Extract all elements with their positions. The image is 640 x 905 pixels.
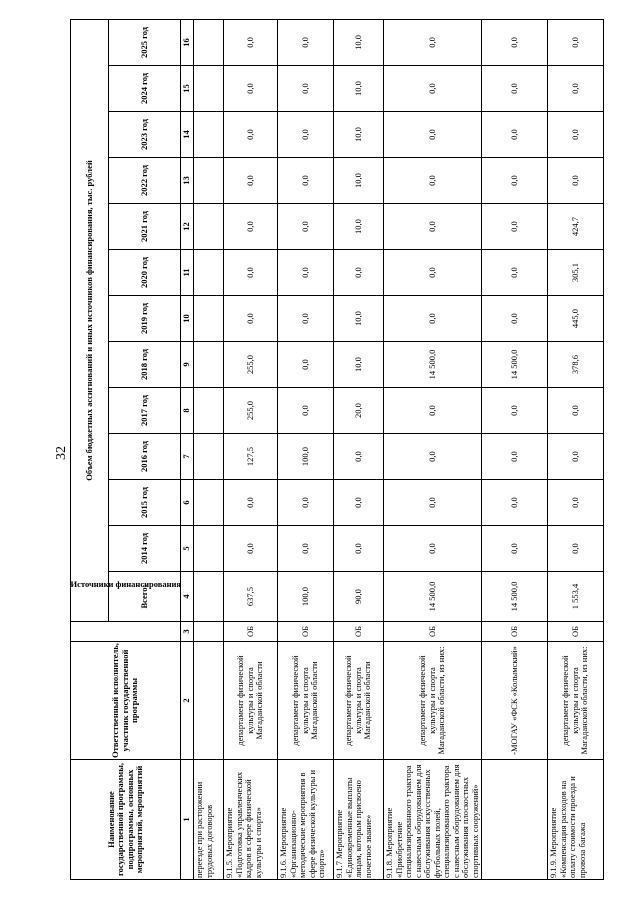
row-value-cell bbox=[194, 342, 224, 388]
row-source-cell: ОБ bbox=[224, 622, 278, 642]
row-name-cell: 9.1.8. Мероприятие «Приобретение специализированного трактора с навесным оборудованием для обслуживания искусственных футбольных полей, специализированного трактора с навесным оборудованием для обслуживания плоскостных спортивных сооружений» bbox=[384, 760, 482, 880]
row-value-cell bbox=[194, 19, 224, 65]
table-row bbox=[194, 19, 224, 879]
row-name-cell bbox=[482, 760, 548, 880]
row-value-cell: 0,0 bbox=[384, 158, 482, 204]
row-value-cell: 0,0 bbox=[384, 204, 482, 250]
row-value-cell: 0,0 bbox=[278, 296, 334, 342]
header-col2: Ответственный исполнитель, участник государственной программы bbox=[71, 642, 181, 760]
row-value-cell: 0,0 bbox=[278, 204, 334, 250]
row-value-cell: 0,0 bbox=[278, 388, 334, 434]
col-number: 16 bbox=[181, 19, 194, 65]
row-value-cell bbox=[194, 112, 224, 158]
row-value-cell: 0,0 bbox=[482, 296, 548, 342]
row-value-cell: 0,0 bbox=[482, 480, 548, 526]
row-value-cell: 445,0 bbox=[548, 296, 604, 342]
row-value-cell: 0,0 bbox=[224, 66, 278, 112]
row-value-cell: 10,0 bbox=[334, 112, 384, 158]
row-source-cell: ОБ bbox=[548, 622, 604, 642]
row-value-cell: 0,0 bbox=[548, 388, 604, 434]
header-total: Всего: bbox=[109, 572, 181, 622]
row-value-cell: 0,0 bbox=[224, 480, 278, 526]
col-number: 14 bbox=[181, 112, 194, 158]
row-value-cell: 0,0 bbox=[384, 112, 482, 158]
header-year: 2020 год bbox=[109, 250, 181, 296]
row-value-cell: 10,0 bbox=[334, 158, 384, 204]
header-year: 2018 год bbox=[109, 342, 181, 388]
row-value-cell: 0,0 bbox=[334, 250, 384, 296]
row-value-cell bbox=[194, 434, 224, 480]
row-value-cell bbox=[194, 572, 224, 622]
row-value-cell: 0,0 bbox=[384, 388, 482, 434]
row-value-cell bbox=[194, 526, 224, 572]
row-value-cell: 0,0 bbox=[278, 112, 334, 158]
row-value-cell: 0,0 bbox=[224, 204, 278, 250]
row-value-cell: 424,7 bbox=[548, 204, 604, 250]
row-value-cell: 127,5 bbox=[224, 434, 278, 480]
header-year: 2019 год bbox=[109, 296, 181, 342]
row-value-cell: 0,0 bbox=[278, 526, 334, 572]
row-value-cell: 0,0 bbox=[384, 480, 482, 526]
col-number: 13 bbox=[181, 158, 194, 204]
col-number: 11 bbox=[181, 250, 194, 296]
row-value-cell: 10,0 bbox=[334, 204, 384, 250]
col-number: 1 bbox=[181, 760, 194, 880]
table-row bbox=[278, 19, 334, 879]
row-executor-cell: департамент физической культуры и спорта Магаданской области bbox=[334, 642, 384, 760]
row-value-cell bbox=[194, 204, 224, 250]
row-value-cell: 255,0 bbox=[224, 342, 278, 388]
col-number: 4 bbox=[181, 572, 194, 622]
col-number: 15 bbox=[181, 66, 194, 112]
row-source-cell: ОБ bbox=[384, 622, 482, 642]
header-year: 2025 год bbox=[109, 19, 181, 65]
row-value-cell: 0,0 bbox=[384, 296, 482, 342]
row-value-cell: 0,0 bbox=[224, 526, 278, 572]
row-value-cell bbox=[194, 66, 224, 112]
row-value-cell: 0,0 bbox=[482, 388, 548, 434]
row-value-cell: 0,0 bbox=[482, 526, 548, 572]
row-value-cell: 0,0 bbox=[384, 19, 482, 65]
row-value-cell: 0,0 bbox=[548, 434, 604, 480]
page-number: 32 bbox=[54, 446, 69, 460]
row-value-cell: 0,0 bbox=[548, 112, 604, 158]
row-value-cell: 90,0 bbox=[334, 572, 384, 622]
row-value-cell: 0,0 bbox=[548, 19, 604, 65]
row-value-cell: 0,0 bbox=[384, 66, 482, 112]
table-stage bbox=[70, 20, 615, 880]
row-value-cell: 0,0 bbox=[224, 19, 278, 65]
col-number: 2 bbox=[181, 642, 194, 760]
col-number: 5 bbox=[181, 526, 194, 572]
col-number: 3 bbox=[181, 622, 194, 642]
row-value-cell: 14 500,0 bbox=[384, 572, 482, 622]
row-value-cell: 0,0 bbox=[482, 434, 548, 480]
row-name-cell: 9.1.6. Мероприятие «Организационно-методические мероприятия в сфере физической культуры и спорта» bbox=[278, 760, 334, 880]
row-value-cell: 255,0 bbox=[224, 388, 278, 434]
table-row bbox=[482, 19, 548, 879]
row-value-cell: 100,0 bbox=[278, 434, 334, 480]
row-value-cell: 0,0 bbox=[224, 112, 278, 158]
row-name-cell: 9.1.5. Мероприятие «Подготовка управленческих кадров в сфере физической культуры и спорта» bbox=[224, 760, 278, 880]
row-value-cell: 10,0 bbox=[334, 296, 384, 342]
header-year: 2016 год bbox=[109, 434, 181, 480]
row-value-cell: 0,0 bbox=[224, 250, 278, 296]
row-value-cell: 0,0 bbox=[278, 250, 334, 296]
table-row bbox=[224, 19, 278, 879]
row-value-cell: 0,0 bbox=[548, 526, 604, 572]
row-value-cell: 14 500,0 bbox=[482, 572, 548, 622]
header-year: 2024 год bbox=[109, 66, 181, 112]
table-row bbox=[384, 19, 482, 879]
header-year: 2023 год bbox=[109, 112, 181, 158]
row-executor-cell: департамент физической культуры и спорта Магаданской области, из них: bbox=[548, 642, 604, 760]
row-executor-cell bbox=[194, 642, 224, 760]
row-name-cell: 9.1.9. Мероприятие «Компенсация расходов на оплату стоимости проезда и провоза багажа bbox=[548, 760, 604, 880]
header-year: 2017 год bbox=[109, 388, 181, 434]
row-value-cell: 0,0 bbox=[278, 158, 334, 204]
row-value-cell: 0,0 bbox=[224, 296, 278, 342]
header-year: 2021 год bbox=[109, 204, 181, 250]
col-number: 10 bbox=[181, 296, 194, 342]
row-value-cell bbox=[194, 388, 224, 434]
table-row bbox=[548, 19, 604, 879]
row-value-cell: 0,0 bbox=[334, 434, 384, 480]
row-value-cell: 0,0 bbox=[482, 66, 548, 112]
row-executor-cell: департамент физической культуры и спорта Магаданской области bbox=[278, 642, 334, 760]
header-year: 2014 год bbox=[109, 526, 181, 572]
row-value-cell: 0,0 bbox=[278, 19, 334, 65]
col-number: 6 bbox=[181, 480, 194, 526]
row-executor-cell: -МОГАУ «ФСК «Колымский» bbox=[482, 642, 548, 760]
row-value-cell bbox=[194, 296, 224, 342]
header-year: 2022 год bbox=[109, 158, 181, 204]
row-value-cell: 0,0 bbox=[482, 204, 548, 250]
row-value-cell: 0,0 bbox=[334, 480, 384, 526]
row-value-cell bbox=[194, 480, 224, 526]
row-value-cell bbox=[194, 158, 224, 204]
row-value-cell: 0,0 bbox=[548, 158, 604, 204]
row-value-cell: 0,0 bbox=[482, 19, 548, 65]
row-value-cell: 0,0 bbox=[482, 158, 548, 204]
row-source-cell: ОБ bbox=[482, 622, 548, 642]
row-value-cell: 0,0 bbox=[548, 480, 604, 526]
row-executor-cell: департамент физической культуры и спорта Магаданской области bbox=[224, 642, 278, 760]
row-value-cell: 0,0 bbox=[384, 434, 482, 480]
header-col1: Наименование государственной программы, подпрограммы, основных мероприятий, мероприятий bbox=[71, 760, 181, 880]
row-value-cell: 0,0 bbox=[334, 526, 384, 572]
row-value-cell: 0,0 bbox=[548, 66, 604, 112]
row-value-cell: 1 553,4 bbox=[548, 572, 604, 622]
header-col3: Источники финансирования bbox=[71, 622, 181, 642]
row-executor-cell: департамент физической культуры и спорта Магаданской области, из них: bbox=[384, 642, 482, 760]
row-value-cell: 378,6 bbox=[548, 342, 604, 388]
row-value-cell: 637,5 bbox=[224, 572, 278, 622]
row-value-cell: 0,0 bbox=[482, 250, 548, 296]
row-value-cell: 14 500,0 bbox=[482, 342, 548, 388]
funding-table bbox=[70, 19, 604, 880]
col-number: 12 bbox=[181, 204, 194, 250]
rotated-table-wrapper bbox=[70, 20, 615, 880]
table-row bbox=[334, 19, 384, 879]
header-year: 2015 год bbox=[109, 480, 181, 526]
row-value-cell: 10,0 bbox=[334, 19, 384, 65]
col-number: 8 bbox=[181, 388, 194, 434]
header-funding-title: Объем бюджетных ассигнований и иных источников финансирования, тыс. рублей bbox=[71, 19, 109, 621]
row-name-cell: 9.1.7 Мероприятие «Единовременные выплаты лицам, которым присвоено почетное звание» bbox=[334, 760, 384, 880]
column-numbers-row bbox=[181, 19, 194, 879]
row-value-cell: 0,0 bbox=[278, 66, 334, 112]
row-value-cell: 10,0 bbox=[334, 342, 384, 388]
row-name-cell: переезде при расторжении трудовых договоров bbox=[194, 760, 224, 880]
row-source-cell bbox=[194, 622, 224, 642]
row-value-cell bbox=[194, 250, 224, 296]
row-value-cell: 305,1 bbox=[548, 250, 604, 296]
row-value-cell: 10,0 bbox=[334, 66, 384, 112]
row-value-cell: 0,0 bbox=[384, 526, 482, 572]
row-source-cell: ОБ bbox=[278, 622, 334, 642]
col-number: 9 bbox=[181, 342, 194, 388]
row-value-cell: 0,0 bbox=[278, 342, 334, 388]
row-source-cell: ОБ bbox=[334, 622, 384, 642]
row-value-cell: 100,0 bbox=[278, 572, 334, 622]
row-value-cell: 14 500,0 bbox=[384, 342, 482, 388]
row-value-cell: 0,0 bbox=[278, 480, 334, 526]
row-value-cell: 20,0 bbox=[334, 388, 384, 434]
row-value-cell: 0,0 bbox=[384, 250, 482, 296]
row-value-cell: 0,0 bbox=[224, 158, 278, 204]
row-value-cell: 0,0 bbox=[482, 112, 548, 158]
col-number: 7 bbox=[181, 434, 194, 480]
